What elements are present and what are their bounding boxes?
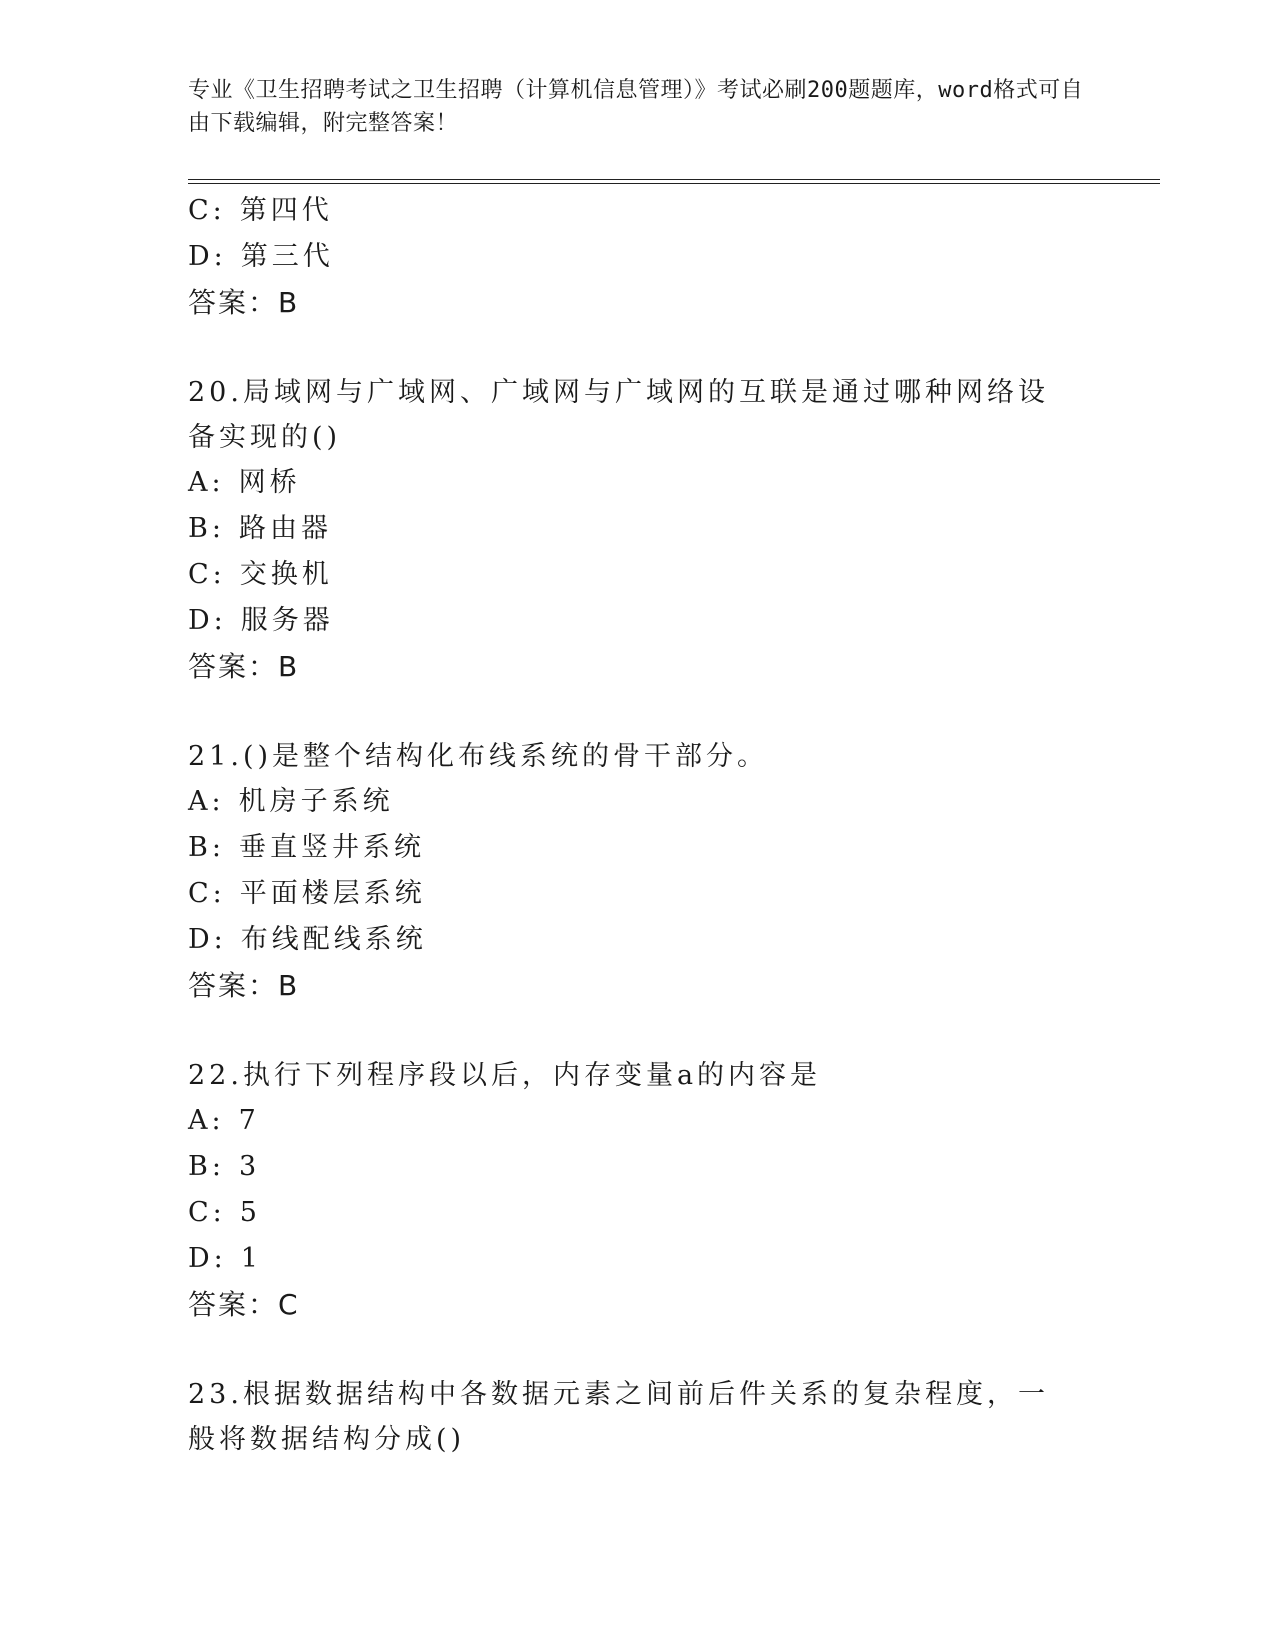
option-key: B: (188, 832, 225, 863)
option-key: C: (188, 1197, 226, 1228)
option-key: A: (188, 467, 225, 498)
option-text: 7 (238, 1105, 260, 1136)
question-22-block (188, 1053, 1088, 1328)
option-a (188, 460, 1088, 506)
option-key: C: (188, 878, 226, 909)
option-text: 3 (238, 1151, 261, 1182)
option-key: C: (188, 195, 226, 226)
option-text: 垂直竖井系统 (238, 832, 425, 863)
option-key: D: (188, 241, 227, 272)
option-key: A: (188, 1105, 225, 1136)
option-d (188, 234, 1088, 280)
answer-line: 答案：B (188, 650, 300, 683)
header-divider-top (188, 179, 1160, 180)
question-text: 22.执行下列程序段以后，内存变量a的内容是 (188, 1060, 822, 1091)
option-key: D: (188, 924, 227, 955)
option-d (188, 598, 1088, 644)
question-text: 21.()是整个结构化布线系统的骨干部分。 (188, 741, 769, 772)
option-a (188, 779, 1088, 825)
spacer (188, 690, 1088, 734)
question-20-block (188, 370, 1088, 690)
option-text: 网桥 (238, 467, 301, 498)
document-header: 专业《卫生招聘考试之卫生招聘（计算机信息管理）》考试必刷200题题库，word格式可自由下载编辑，附完整答案！ (188, 78, 1084, 136)
option-b (188, 506, 1088, 552)
question-list (188, 188, 1088, 1462)
option-c (188, 1190, 1088, 1236)
answer-line: 答案：B (188, 969, 300, 1002)
spacer (188, 1009, 1088, 1053)
option-key: B: (188, 1151, 225, 1182)
question-text: 23.根据数据结构中各数据元素之间前后件关系的复杂程度，一般将数据结构分成() (188, 1379, 1049, 1455)
option-text: 机房子系统 (238, 786, 394, 817)
option-a (188, 1098, 1088, 1144)
question-23-block (188, 1372, 1088, 1462)
option-text: 5 (239, 1197, 261, 1228)
option-text: 1 (240, 1243, 262, 1274)
option-b (188, 1144, 1088, 1190)
answer-line: 答案：B (188, 286, 300, 319)
option-c (188, 552, 1088, 598)
option-key: D: (188, 1243, 227, 1274)
header-divider-bottom (188, 183, 1160, 184)
answer-line: 答案：C (188, 1288, 300, 1321)
option-c (188, 871, 1088, 917)
option-text: 第四代 (239, 195, 333, 226)
option-c (188, 188, 1088, 234)
option-d (188, 1236, 1088, 1282)
option-text: 路由器 (238, 513, 332, 544)
option-text: 服务器 (240, 605, 334, 636)
question-21-block (188, 734, 1088, 1009)
option-b (188, 825, 1088, 871)
option-key: B: (188, 513, 225, 544)
option-key: D: (188, 605, 227, 636)
option-text: 平面楼层系统 (239, 878, 426, 909)
spacer (188, 1328, 1088, 1372)
option-text: 布线配线系统 (240, 924, 427, 955)
option-key: A: (188, 786, 225, 817)
question-text: 20.局域网与广域网、广域网与广域网的互联是通过哪种网络设备实现的() (188, 377, 1049, 453)
question-19-block (188, 188, 1088, 326)
spacer (188, 326, 1088, 370)
option-key: C: (188, 559, 226, 590)
option-d (188, 917, 1088, 963)
option-text: 交换机 (239, 559, 333, 590)
option-text: 第三代 (240, 241, 334, 272)
